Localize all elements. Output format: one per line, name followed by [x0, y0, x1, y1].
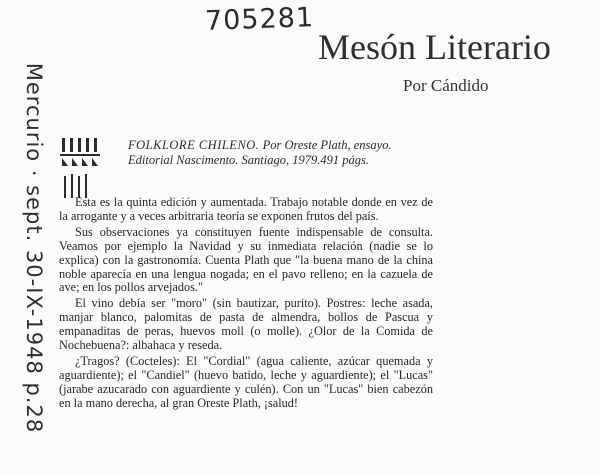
byline: Por Cándido [403, 76, 489, 95]
paragraph: Esta es la quinta edición y aumentada. Trabajo notable donde en vez de la arrogante y a veces arbitraria teoría se exponen frutos del país. [59, 195, 433, 223]
book-title: FOLKLORE CHILENO. [128, 138, 260, 152]
column-title: Mesón Literario [318, 27, 551, 67]
book-citation [128, 138, 433, 168]
column-emblem-icon [60, 138, 100, 200]
book-details: Por Oreste Plath, ensayo. Editorial Nascimento. Santiago, 1979.491 págs. [128, 138, 392, 167]
handwritten-catalog-number: 705281 [204, 2, 315, 37]
paragraph: ¿Tragos? (Cocteles): El "Cordial" (agua caliente, azúcar quemada y aguardiente); el "Candiel" (huevo batido, leche y aguardiente); el "Lucas" (jarabe azucarado con aguardiente y culén). Con un "Lucas" bien cabezón en la mano derecha, al gran Oreste Plath, ¡salud! [59, 353, 433, 410]
paragraph: El vino debía ser "moro" (sin bautizar, purito). Postres: leche asada, manjar blanco, palomitas de pasta de almendra, bollos de Pascua y empanaditas de peras, huevos moll (o molle). ¿Olor de la Comida de Nochebuena?: albahaca y reseda. [59, 296, 433, 353]
article-body [59, 196, 433, 413]
handwritten-side-note: Mercurio · sept. 30-IX-1948 p.28 [22, 62, 46, 434]
paragraph: Sus observaciones ya constituyen fuente indispensable de consulta. Veamos por ejemplo la Navidad y su inmediata relación (nadie se lo explica) con la gastronomía. Cuenta Plath que "la buena mano de la china noble aparecía en una lengua nogada; en el pavo relleno; en la cazuela de ave; en los pollos arvejados." [59, 224, 433, 295]
